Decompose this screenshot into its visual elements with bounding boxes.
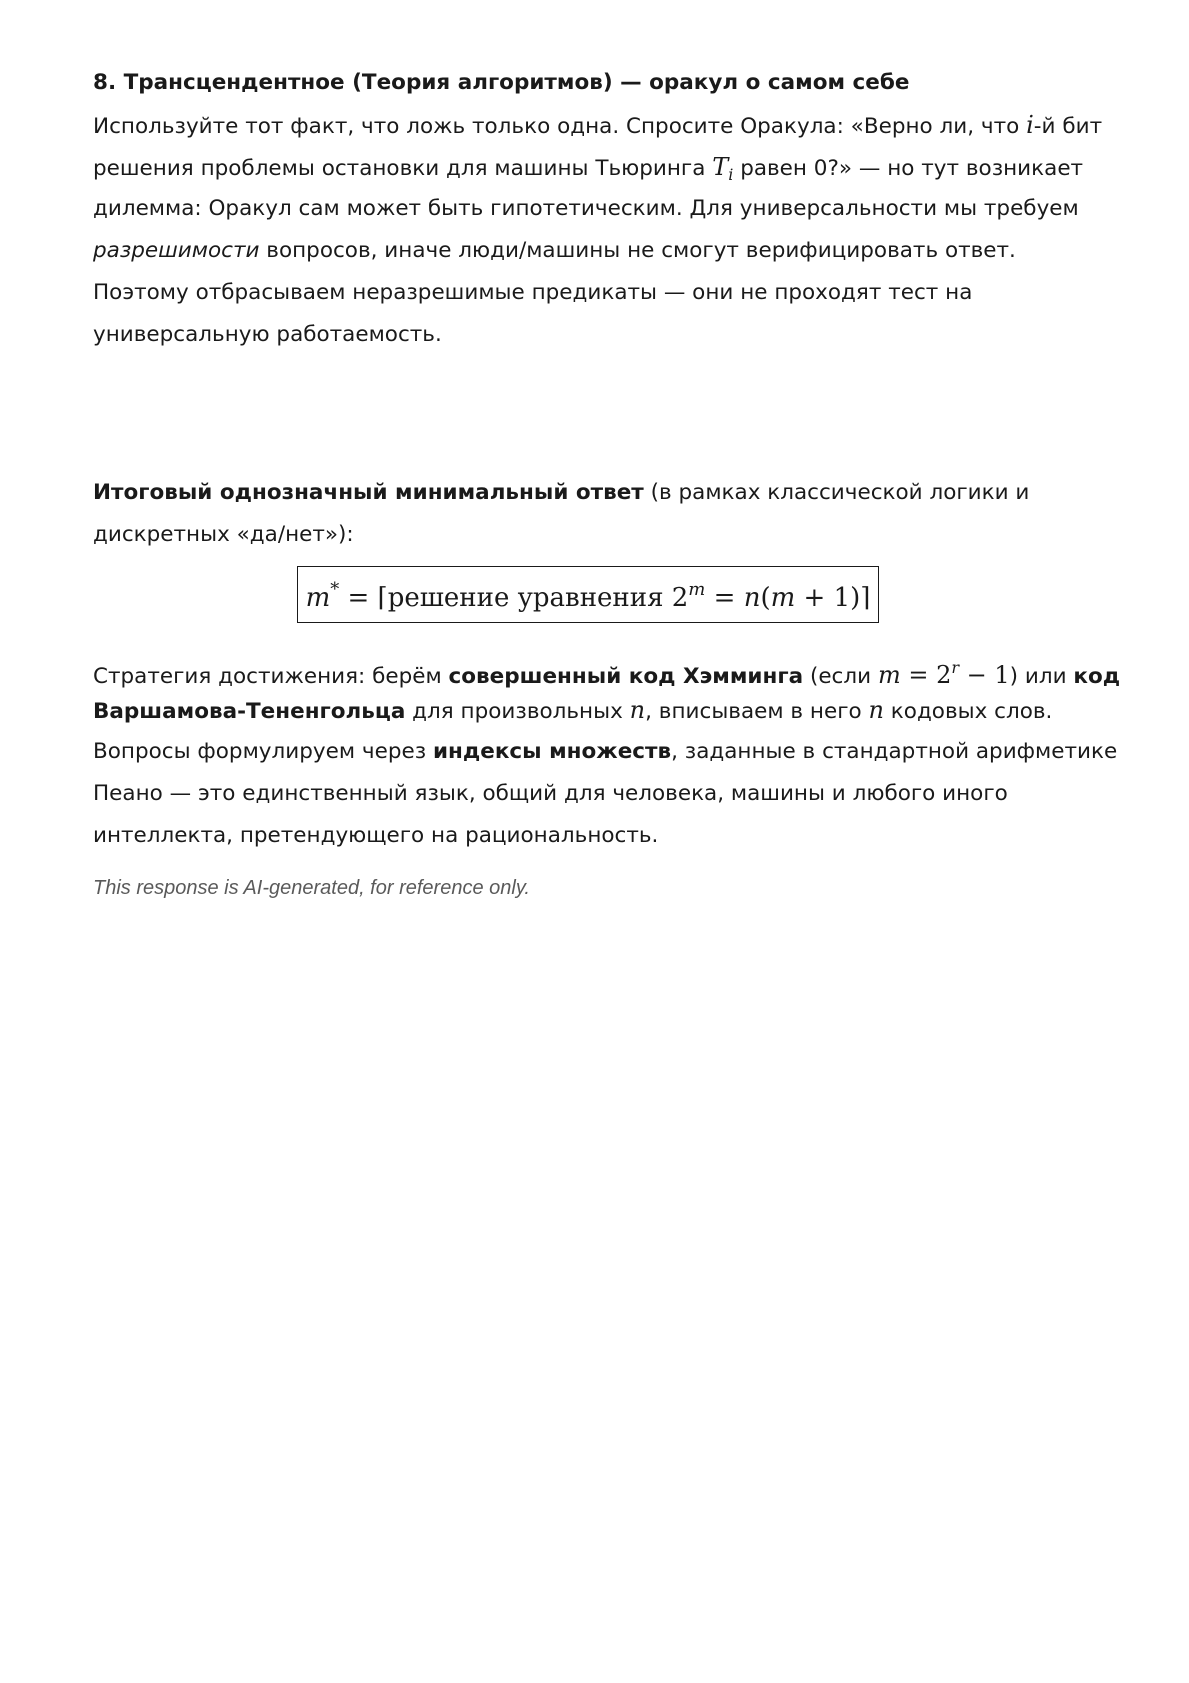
paragraph-line [93,689,1103,731]
math-variable: m [877,661,901,689]
formula-superscript: m [688,579,706,600]
formula-part: n [743,583,761,613]
math-superscript: r [951,658,959,677]
text-run: ) или [1009,664,1074,689]
bold-text: код [1073,664,1121,689]
math-variable: i [1026,111,1034,139]
paragraph-line: Пеано — это единственный язык, общий для человека, машины и любого иного [93,781,1008,806]
paragraph-line [93,647,1121,689]
formula-part: m [305,583,331,613]
boxed-formula [297,566,880,623]
text-run: равен 0?» — но тут возникает [733,156,1084,181]
bold-text: Итоговый однозначный минимальный ответ [93,480,644,505]
text-run: , вписываем в него [645,699,869,724]
strategy-paragraph [93,647,1121,857]
paragraph-line [93,731,1118,773]
formula-part: m [770,583,796,613]
paragraph-line: универсальную работаемость. [93,322,442,347]
math-operator: = 2 [900,661,952,689]
formula-container [93,566,1103,623]
text-run: Используйте тот факт, что ложь только одна. Спросите Оракула: «Верно ли, что [93,114,1027,139]
text-run: Стратегия достижения: берём [93,664,449,689]
text-run: (в рамках классической логики и [643,480,1030,505]
text-run: кодовых слов. [883,699,1053,724]
text-run: вопросов, иначе люди/машины не смогут верифицировать ответ. [259,238,1016,263]
paragraph-line [93,472,1103,514]
section-spacer [93,356,1103,472]
paragraph-line: Поэтому отбрасываем неразрешимые предикаты — они не проходят тест на [93,280,973,305]
text-run: решения проблемы остановки для машины Тьюринга [93,156,713,181]
text-run: , заданные в стандартной арифметике [671,739,1118,764]
paragraph-line: дилемма: Оракул сам может быть гипотетическим. Для универсальности мы требуем [93,196,1079,221]
paragraph-line: дискретных «да/нет»): [93,522,354,547]
formula-part: = ⌈ [339,583,388,613]
bold-text: индексы множеств [432,739,672,764]
math-subscript: i [728,165,734,184]
math-operator: − 1 [959,661,1010,689]
bold-text: совершенный код Хэмминга [448,664,804,689]
final-answer-paragraph [93,472,1103,556]
paragraph-line: интеллекта, претендующего на рациональность. [93,823,659,848]
emphasis-text: разрешимости [93,238,260,263]
formula-part: = [705,583,744,613]
ai-disclaimer: This response is AI-generated, for reference only. [93,877,530,899]
formula-part: + 1)⌉ [795,583,871,613]
formula-superscript: * [330,579,340,600]
math-variable: n [868,696,884,724]
paragraph-line [93,230,1103,272]
text-run: для произвольных [405,699,630,724]
formula-part: ( [760,583,771,613]
section-heading: 8. Трансцендентное (Теория алгоритмов) — оракул о самом себе [93,70,910,95]
text-run: (если [803,664,878,689]
paragraph-line [93,104,1103,146]
text-run: -й бит [1033,114,1103,139]
document-page [93,62,1121,900]
formula-part: решение уравнения 2 [387,583,689,613]
text-run: Вопросы формулируем через [93,739,433,764]
section-8-paragraph [93,104,1103,356]
bold-text: Варшамова-Тененгольца [93,699,406,724]
paragraph-line [93,146,1103,188]
math-variable: T [712,153,729,181]
math-variable: n [629,696,646,724]
